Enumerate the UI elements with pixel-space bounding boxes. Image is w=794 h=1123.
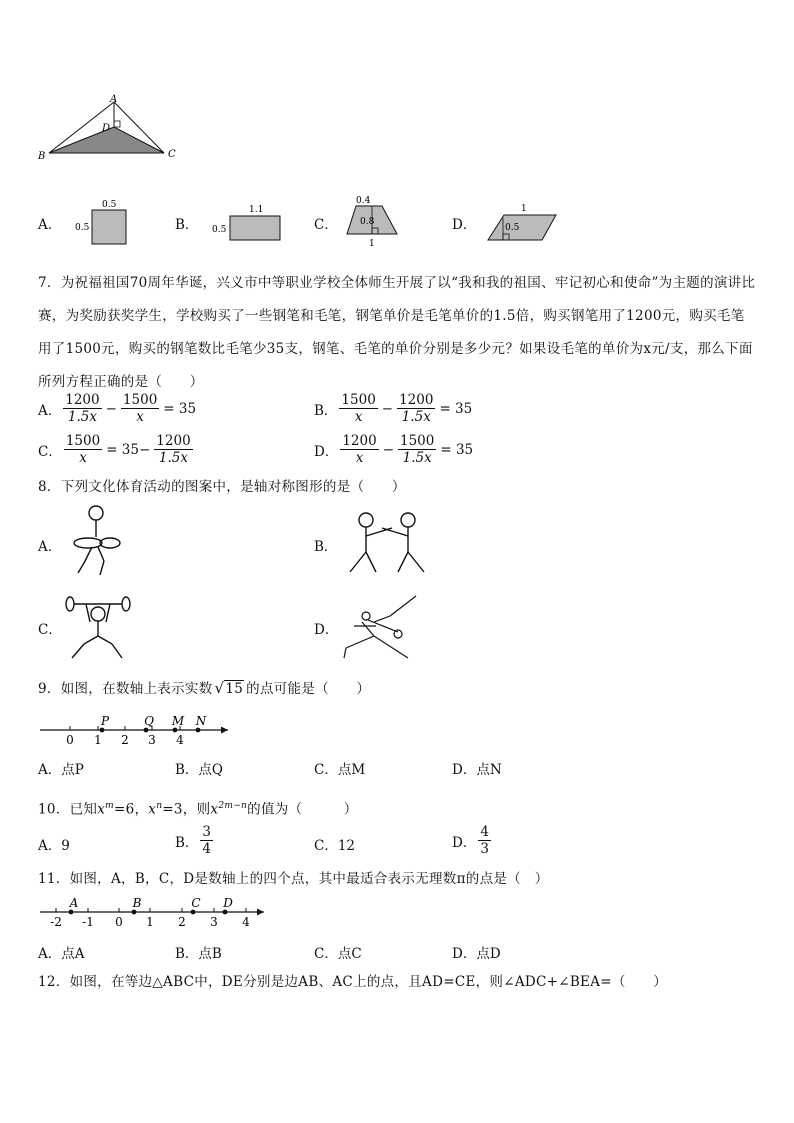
svg-text:0.5: 0.5: [102, 200, 117, 210]
q11-option-c[interactable]: C．点C: [314, 946, 362, 962]
q8-option-d-figure: [340, 592, 420, 662]
svg-text:0.8: 0.8: [360, 217, 375, 227]
q10-option-d[interactable]: D． $\frac{4}{3}$: [452, 824, 489, 857]
q8-option-a-figure: [66, 503, 130, 579]
q7-option-b[interactable]: B． $\frac{1500}{x}$ − $\frac{1200}{1.5x}$ = 35: [314, 392, 473, 425]
tick-label: 0: [115, 915, 123, 929]
vertex-d: D: [102, 123, 111, 134]
q10-option-b[interactable]: B． $\frac{3}{4}$: [175, 824, 212, 857]
q7-option-d[interactable]: D． $\frac{1200}{x}$ − $\frac{1500}{1.5x}$ = 35: [314, 433, 474, 466]
tick-label: 0: [66, 733, 74, 747]
svg-text:1.1: 1.1: [249, 205, 264, 215]
q9-option-b[interactable]: B．点Q: [175, 762, 223, 778]
q10-option-a[interactable]: A．9: [38, 838, 70, 854]
point-label: M: [171, 714, 185, 728]
point-Q: [144, 728, 149, 733]
svg-text:0.5: 0.5: [212, 225, 227, 235]
point-label: B: [132, 896, 142, 910]
q8-option-d-label[interactable]: D．: [314, 622, 339, 638]
tick-label: -1: [82, 915, 94, 929]
q9-option-d[interactable]: D．点N: [452, 762, 502, 778]
point-P: [100, 728, 105, 733]
tick-label: 3: [210, 915, 218, 929]
q8-option-b-label[interactable]: B．: [314, 539, 338, 555]
q10-stem: 10．已知$x^m=6$，$x^n=3$，则$x^{2m-n}$的值为（ ）: [38, 801, 358, 818]
point-N: [196, 728, 201, 733]
q6-option-a-figure: [72, 198, 132, 250]
q8-option-c-figure: [62, 592, 136, 662]
tick-label: 4: [176, 733, 184, 747]
q7-stem: 7．为祝福祖国70周年华诞，兴义市中等职业学校全体师生开展了以“我和我的祖国、牢记初心和使命”为主题的演讲比赛，为奖励获奖学生，学校购买了一些钢笔和毛笔，钢笔单价是毛笔单价的1.5倍，购买钢笔用了1200元，购买毛笔用了1500元，购买的钢笔数比毛笔少35支，钢笔、毛笔的单价分别是多少元？如果设毛笔的单价为x元/支，那么下面所列方程正确的是（ ）: [38, 275, 756, 390]
q6-option-b-figure: [208, 198, 288, 250]
point-label: C: [191, 896, 201, 910]
point-B: [132, 910, 137, 915]
svg-text:0.4: 0.4: [356, 196, 371, 206]
tick-label: -2: [50, 915, 62, 929]
tick-label: 2: [178, 915, 186, 929]
vertex-c: C: [168, 149, 176, 160]
point-label: D: [223, 896, 233, 910]
point-D: [223, 910, 228, 915]
tick-label: 3: [148, 733, 156, 747]
axis-arrow: [221, 727, 228, 734]
tick-label: 1: [94, 733, 102, 747]
q11-stem: 11．如图，A，B，C，D是数轴上的四个点，其中最适合表示无理数π的点是（ ）: [38, 871, 549, 887]
q6-option-c-label[interactable]: C．: [314, 217, 338, 233]
q9-option-c[interactable]: C．点M: [314, 762, 366, 778]
point-C: [191, 910, 196, 915]
q11-option-d[interactable]: D．点D: [452, 946, 501, 962]
q8-option-c-label[interactable]: C．: [38, 622, 62, 638]
svg-text:1: 1: [369, 239, 375, 249]
q12-stem: 12．如图，在等边△ABC中，DE分别是边AB、AC上的点，且AD=CE，则∠ADC+∠BEA=（ ）: [38, 974, 668, 990]
point-A: [69, 910, 74, 915]
svg-text:1: 1: [521, 204, 527, 214]
tick-label: 2: [121, 733, 129, 747]
q11-option-a[interactable]: A．点A: [38, 946, 85, 962]
q9-stem: 9．如图，在数轴上表示实数 √15 的点可能是（ ）: [38, 677, 758, 701]
point-label: Q: [144, 714, 154, 728]
vertex-a: A: [110, 94, 118, 105]
q9-option-a[interactable]: A．点P: [38, 762, 84, 778]
svg-text:0.5: 0.5: [75, 223, 90, 233]
q9-number-line: [38, 712, 238, 748]
q11-number-line: [38, 894, 268, 932]
tick-label: 1: [146, 915, 154, 929]
q6-option-b-label[interactable]: B．: [175, 217, 199, 233]
axis-arrow: [257, 909, 264, 916]
q6-option-c-figure: [342, 194, 404, 250]
svg-text:0.5: 0.5: [505, 223, 520, 233]
vertex-b: B: [38, 151, 46, 162]
tick-label: 4: [242, 915, 250, 929]
point-label: A: [69, 896, 79, 910]
q6-option-d-figure: [480, 200, 560, 246]
q6-option-a-label[interactable]: A．: [38, 217, 62, 233]
q10-option-c[interactable]: C．12: [314, 838, 356, 854]
q7-option-c[interactable]: C． $\frac{1500}{x}$ = 35− $\frac{1200}{1.5x}$: [38, 433, 191, 466]
q7-option-a[interactable]: A． $\frac{1200}{1.5x}$ − $\frac{1500}{x}$ = 35: [38, 392, 197, 425]
q8-stem: 8．下列文化体育活动的图案中，是轴对称图形的是（ ）: [38, 479, 406, 495]
q8-option-b-figure: [344, 508, 430, 578]
q8-option-a-label[interactable]: A．: [38, 539, 62, 555]
triangle-figure: [34, 90, 184, 168]
point-label: P: [100, 714, 110, 728]
q11-option-b[interactable]: B．点B: [175, 946, 222, 962]
sqrt-15: √15: [214, 679, 244, 697]
point-label: N: [195, 714, 207, 728]
point-M: [173, 728, 178, 733]
q6-option-d-label[interactable]: D．: [452, 217, 477, 233]
